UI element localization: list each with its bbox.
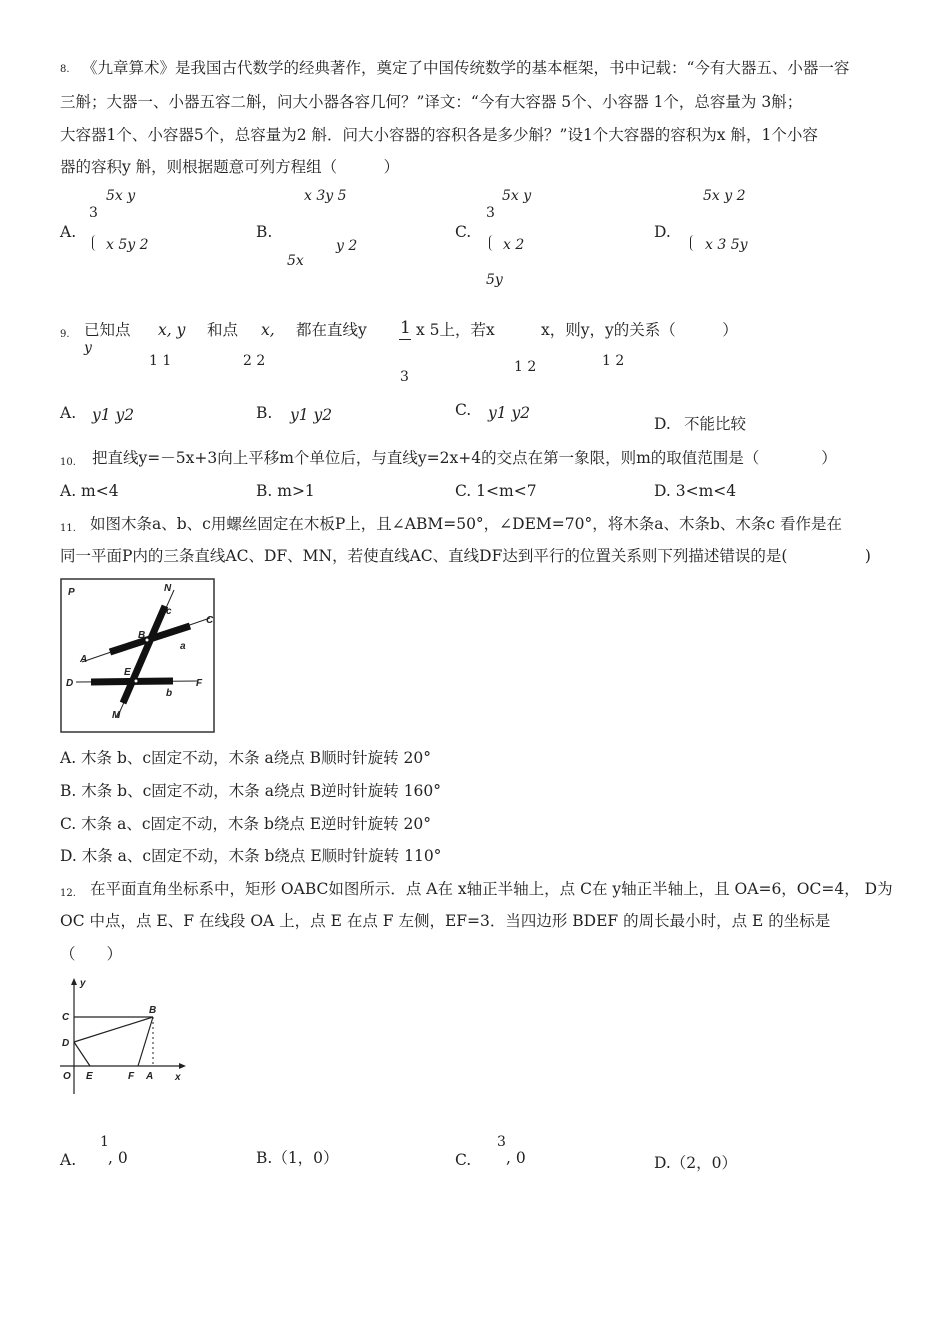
- label-c: C: [62, 1012, 70, 1023]
- stick-b: [91, 681, 173, 682]
- wood-board-figure: [60, 578, 216, 734]
- subscript: 1 2: [602, 353, 625, 369]
- question-text: 已知点: [84, 321, 131, 339]
- fraction-numerator: 1: [400, 318, 411, 338]
- option-b-label[interactable]: B.: [256, 223, 273, 241]
- x-axis-arrow-icon: [179, 1063, 186, 1069]
- label-y-axis: y: [80, 978, 86, 989]
- question-number: 11.: [60, 523, 76, 534]
- equation-bottom: y 2: [336, 238, 358, 254]
- equation-bottom: x 2: [503, 237, 525, 253]
- label-o: O: [63, 1071, 71, 1082]
- label-a-lower: a: [180, 641, 186, 652]
- brace-icon: [92, 235, 97, 251]
- option-d-label[interactable]: D.: [654, 223, 671, 241]
- option-a-numerator: 1: [100, 1134, 109, 1150]
- question-text-line: 如图木条a、b、c用螺丝固定在木板P上，且∠ABM=50°，∠DEM=70°，将木条a、木条b、木条c 看作是在: [90, 515, 843, 533]
- equation-top: x 3y 5: [304, 188, 347, 204]
- question-number: 10.: [60, 457, 76, 468]
- coordinate-figure: [56, 972, 192, 1102]
- label-n: N: [164, 583, 172, 594]
- equation-bottom: x 5y 2: [106, 237, 149, 253]
- option-d-label[interactable]: D.: [654, 415, 671, 433]
- question-text-line: （ ）: [60, 945, 123, 963]
- question-text: x 5上，若x: [416, 321, 495, 339]
- option-d[interactable]: D. 木条 a、c固定不动，木条 b绕点 E顺时针旋转 110°: [60, 847, 442, 865]
- question-text-line: OC 中点，点 E、F 在线段 OA 上，点 E 在点 F 左侧，EF=3．当四边形 BDEF 的周长最小时，点 E 的坐标是: [60, 912, 831, 930]
- question-number: 12.: [60, 888, 76, 899]
- equation-top: 5x y 2: [703, 188, 746, 204]
- option-c-text: y1 y2: [488, 404, 531, 422]
- question-number: 8.: [60, 64, 70, 75]
- equation-extra: 5y: [486, 272, 503, 288]
- question-text-line: 大容器1个、小容器5个，总容量为2 斛．问大小容器的容积各是多少斛？”设1个大容器的容积为x 斛，1个小容: [60, 126, 818, 144]
- option-d[interactable]: D.（2，0）: [654, 1154, 738, 1172]
- question-text: 都在直线y: [296, 321, 367, 339]
- brace-icon: [489, 235, 494, 251]
- question-text: x, y: [158, 321, 186, 339]
- label-d: D: [66, 678, 74, 689]
- subscript: 1 1: [149, 353, 172, 369]
- fraction-bar: [399, 339, 411, 340]
- label-b: B: [149, 1005, 157, 1016]
- question-text: y: [84, 340, 92, 356]
- question-text-line: 在平面直角坐标系中，矩形 OABC如图所示．点 A在 x轴正半轴上，点 C在 y轴正半轴上，且 OA=6，OC=4， D为: [90, 880, 893, 898]
- option-a-label[interactable]: A.: [60, 223, 77, 241]
- option-c-label[interactable]: C.: [455, 401, 472, 419]
- option-c[interactable]: C. 1<m<7: [455, 482, 537, 500]
- label-e: E: [124, 667, 131, 678]
- label-f: F: [196, 678, 203, 689]
- label-x-axis: x: [175, 1072, 181, 1083]
- option-b-label[interactable]: B.: [256, 404, 273, 422]
- question-text-line: 同一平面P内的三条直线AC、DF、MN，若使直线AC、直线DF达到平行的位置关系则下列描述错误的是( ): [60, 547, 871, 565]
- equation-mid: 5x: [287, 253, 304, 269]
- option-a-label[interactable]: A.: [60, 1151, 77, 1169]
- equation-top: 5x y: [502, 188, 532, 204]
- option-a-text: y1 y2: [92, 406, 135, 424]
- option-c-numerator: 3: [497, 1134, 506, 1150]
- label-c-upper: C: [206, 615, 214, 626]
- label-a: A: [146, 1071, 154, 1082]
- equation-top: 5x y: [106, 188, 136, 204]
- label-f: F: [128, 1071, 135, 1082]
- option-c-rest: , 0: [506, 1149, 526, 1167]
- segment-de: [74, 1042, 90, 1066]
- option-c[interactable]: C. 木条 a、c固定不动，木条 b绕点 E逆时针旋转 20°: [60, 815, 432, 833]
- option-c-label[interactable]: C.: [455, 223, 472, 241]
- fraction-denominator: 3: [400, 369, 409, 385]
- option-d-text: 不能比较: [684, 415, 747, 433]
- y-axis-arrow-icon: [71, 978, 77, 985]
- label-m: M: [112, 710, 121, 721]
- question-text: x，则y，y的关系（ ）: [541, 321, 738, 339]
- screw-b: [146, 639, 149, 642]
- question-text: 把直线y=－5x+3向上平移m个单位后，与直线y=2x+4的交点在第一象限，则m的取值范围是（ ）: [92, 449, 837, 467]
- option-a[interactable]: A. m<4: [60, 482, 119, 500]
- question-text-line: 《九章算术》是我国古代数学的经典著作，奠定了中国传统数学的基本框架，书中记载：“今有大器五、小器一容: [82, 59, 850, 77]
- label-d: D: [62, 1038, 70, 1049]
- option-b[interactable]: B. 木条 b、c固定不动，木条 a绕点 B逆时针旋转 160°: [60, 782, 442, 800]
- equation-mid: 3: [89, 205, 98, 221]
- option-b[interactable]: B. m>1: [256, 482, 315, 500]
- question-text-line: 三斛；大器一、小器五容二斛，问大小器各容几何？”译文：“今有大容器 5个、小容器 1个，总容量为 3斛；: [60, 93, 803, 111]
- option-a[interactable]: A. 木条 b、c固定不动，木条 a绕点 B顺时针旋转 20°: [60, 749, 431, 767]
- question-text: x,: [261, 321, 275, 339]
- question-number: 9.: [60, 329, 70, 340]
- option-a-label[interactable]: A.: [60, 404, 77, 422]
- option-c-label[interactable]: C.: [455, 1151, 472, 1169]
- brace-icon: [690, 235, 695, 251]
- subscript: 1 2: [514, 359, 537, 375]
- segment-db: [74, 1017, 153, 1042]
- equation-bottom: x 3 5y: [705, 237, 748, 253]
- segment-fb: [138, 1017, 153, 1066]
- question-text: 和点: [207, 321, 239, 339]
- question-text-line: 器的容积y 斛，则根据题意可列方程组（ ）: [60, 158, 400, 176]
- label-b-upper: B: [138, 630, 146, 641]
- label-e: E: [86, 1071, 93, 1082]
- label-c-lower: c: [166, 606, 172, 617]
- option-b-text: y1 y2: [290, 406, 333, 424]
- option-b[interactable]: B.（1，0）: [256, 1149, 339, 1167]
- option-a-rest: , 0: [108, 1149, 128, 1167]
- option-d[interactable]: D. 3<m<4: [654, 482, 737, 500]
- equation-mid: 3: [486, 205, 495, 221]
- label-b-lower: b: [166, 688, 173, 699]
- screw-e: [135, 680, 138, 683]
- subscript: 2 2: [243, 353, 266, 369]
- label-p: P: [68, 587, 75, 598]
- label-a-upper: A: [80, 654, 88, 665]
